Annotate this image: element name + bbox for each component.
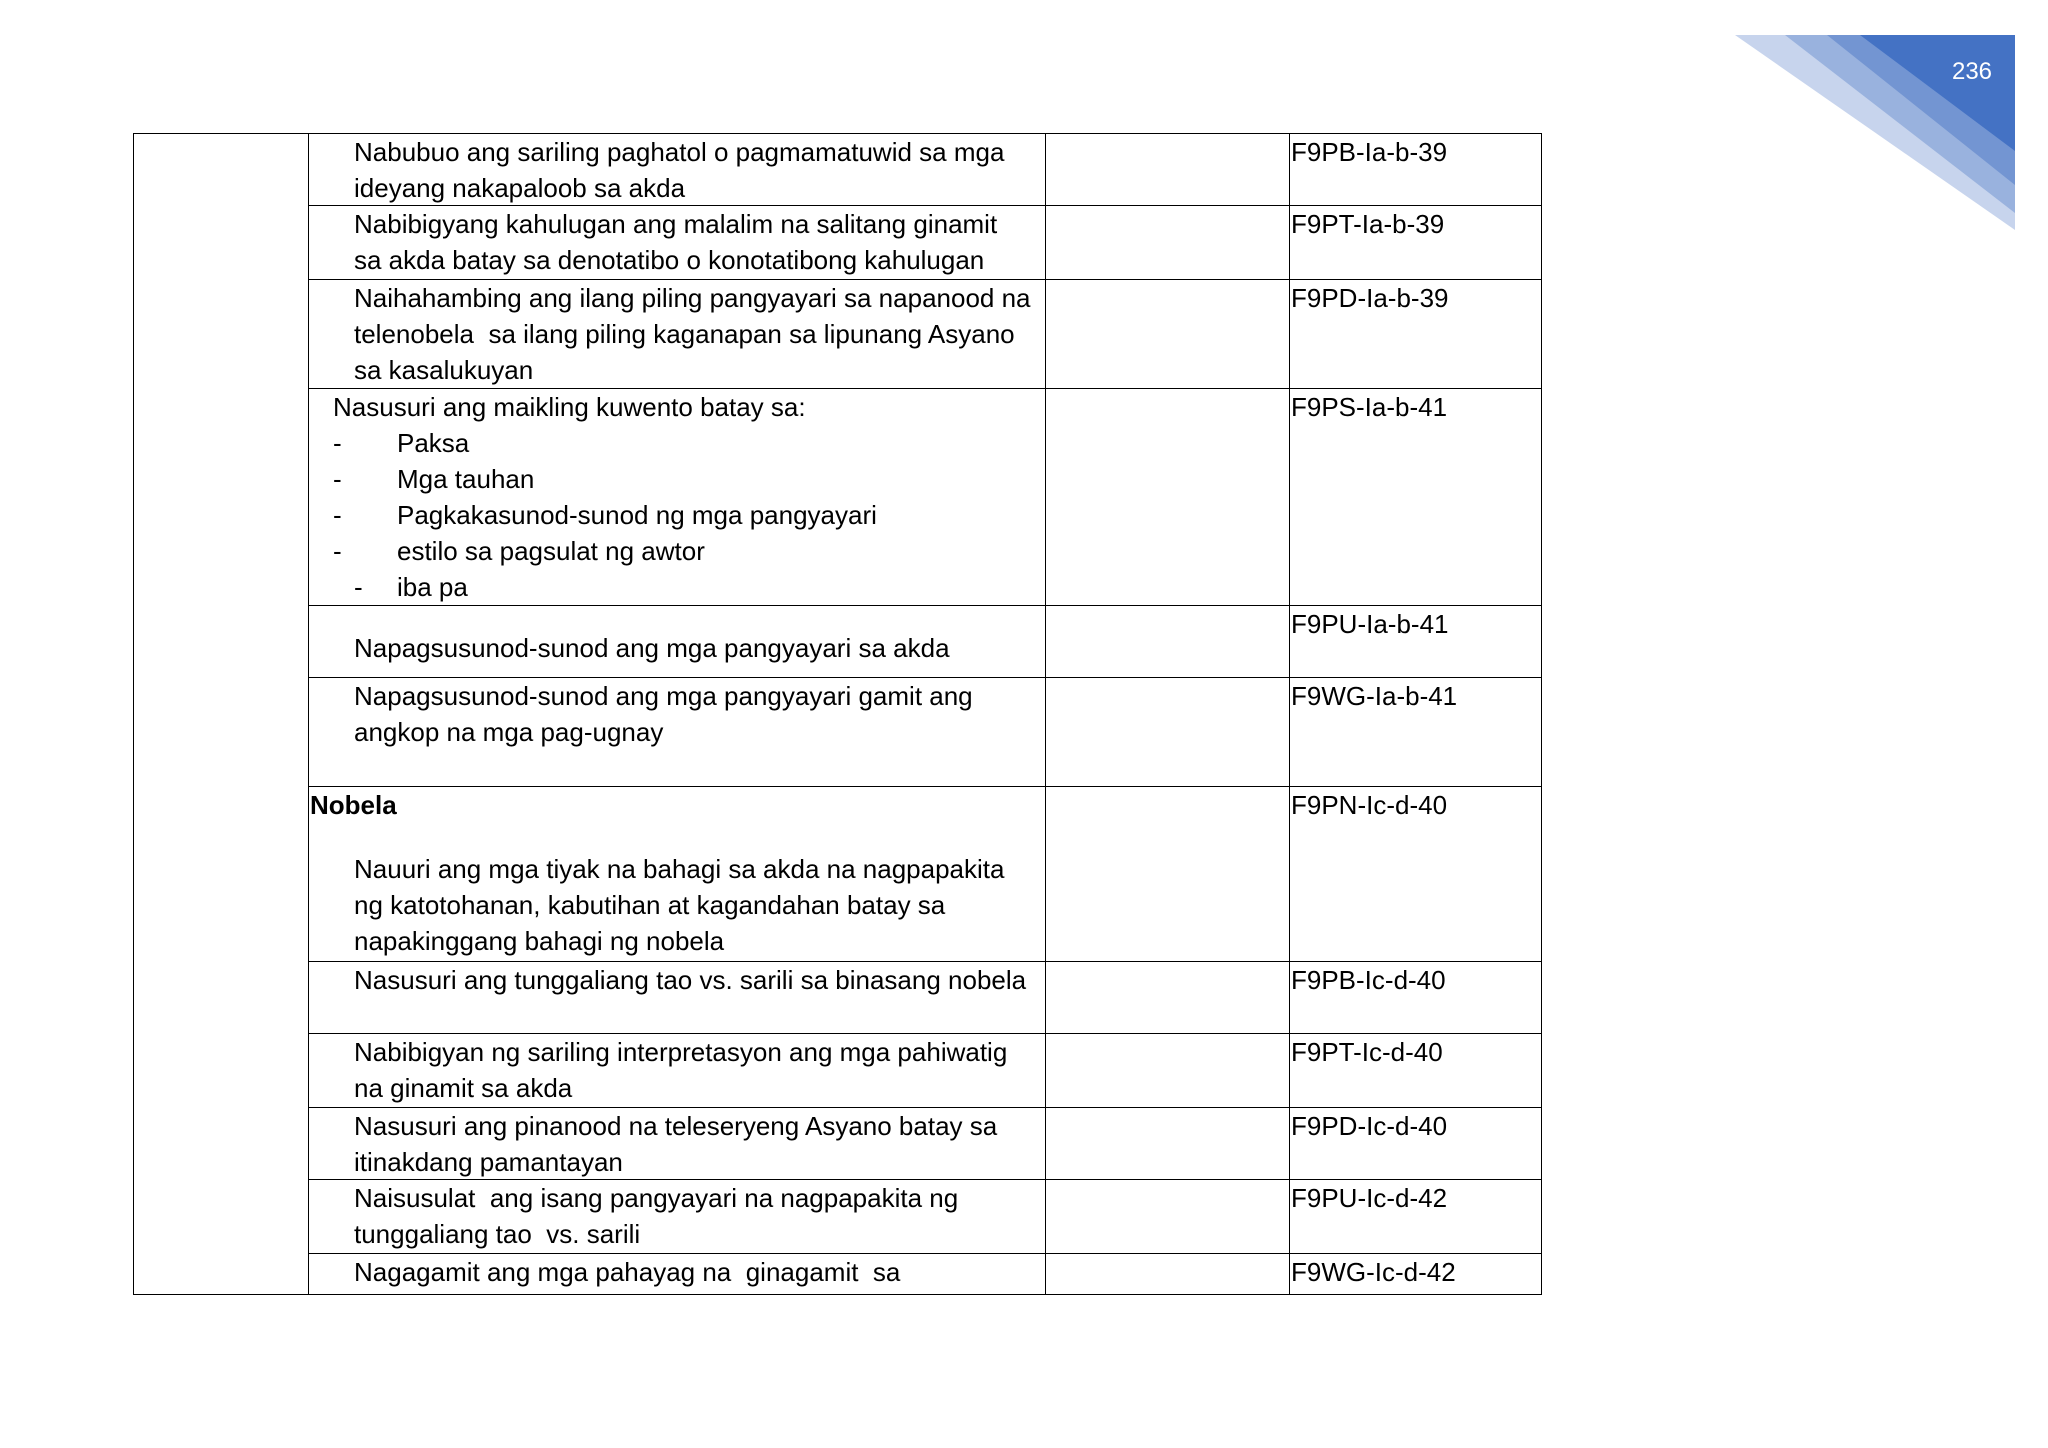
competency-cell bbox=[308, 1254, 1046, 1294]
competency-cell bbox=[308, 389, 1046, 605]
competency-cell bbox=[308, 206, 1046, 279]
competency-cell bbox=[308, 962, 1046, 1033]
competency-code: F9WG-Ia-b-41 bbox=[1291, 681, 1458, 711]
code-cell bbox=[1290, 389, 1541, 605]
competency-line: Nasusuri ang tunggaliang tao vs. sarili sa binasang nobela bbox=[354, 965, 1027, 995]
competency-cell bbox=[308, 1180, 1046, 1253]
list-item-text: Paksa bbox=[397, 428, 470, 458]
table-row bbox=[308, 605, 1542, 677]
list-item-text: iba pa bbox=[397, 572, 468, 602]
table-row bbox=[308, 677, 1542, 786]
table-row bbox=[308, 786, 1542, 961]
table-row bbox=[308, 961, 1542, 1033]
competency-cell bbox=[308, 280, 1046, 388]
competency-cell bbox=[308, 678, 1046, 786]
competency-line: Nabubuo ang sariling paghatol o pagmamatuwid sa mga bbox=[354, 137, 1005, 167]
competency-code: F9PD-Ic-d-40 bbox=[1291, 1111, 1448, 1141]
competency-line: tunggaliang tao vs. sarili bbox=[354, 1219, 641, 1249]
competency-line: Nasusuri ang pinanood na teleseryeng Asyano batay sa bbox=[354, 1111, 998, 1141]
empty-cell bbox=[1046, 678, 1290, 786]
code-cell bbox=[1290, 787, 1541, 961]
competency-line: telenobela sa ilang piling kaganapan sa lipunang Asyano bbox=[354, 319, 1015, 349]
list-item bbox=[333, 569, 1045, 605]
competency-code: F9PN-Ic-d-40 bbox=[1291, 790, 1448, 820]
list-item-text: Pagkakasunod-sunod ng mga pangyayari bbox=[397, 500, 877, 530]
table-row bbox=[308, 1253, 1542, 1295]
competency-line: sa akda batay sa denotatibo o konotatibong kahulugan bbox=[354, 245, 985, 275]
code-cell bbox=[1290, 206, 1541, 279]
table-row bbox=[308, 1033, 1542, 1107]
code-cell bbox=[1290, 962, 1541, 1033]
code-cell bbox=[1290, 1034, 1541, 1107]
competency-cell bbox=[308, 1034, 1046, 1107]
competency-line: Nasusuri ang maikling kuwento batay sa: bbox=[333, 392, 806, 422]
competency-code: F9PU-Ic-d-42 bbox=[1291, 1183, 1448, 1213]
empty-cell bbox=[1046, 1034, 1290, 1107]
competency-code: F9PB-Ia-b-39 bbox=[1291, 137, 1448, 167]
competency-code: F9WG-Ic-d-42 bbox=[1291, 1257, 1456, 1287]
list-item-text: estilo sa pagsulat ng awtor bbox=[397, 536, 705, 566]
competency-line: Naihahambing ang ilang piling pangyayari sa napanood na bbox=[354, 283, 1031, 313]
spacer bbox=[310, 823, 1045, 851]
competency-line: Nabibigyang kahulugan ang malalim na salitang ginamit bbox=[354, 209, 998, 239]
code-cell bbox=[1290, 1254, 1541, 1294]
empty-cell bbox=[1046, 389, 1290, 605]
competency-line: itinakdang pamantayan bbox=[354, 1147, 623, 1177]
competency-line: angkop na mga pag-ugnay bbox=[354, 717, 664, 747]
page-number: 236 bbox=[1951, 58, 1993, 85]
competency-code: F9PT-Ia-b-39 bbox=[1291, 209, 1445, 239]
table-row bbox=[308, 205, 1542, 279]
table-row bbox=[308, 279, 1542, 388]
table-row bbox=[308, 133, 1542, 205]
list-item bbox=[333, 533, 1045, 569]
competency-line: Nabibigyan ng sariling interpretasyon ang mga pahiwatig bbox=[354, 1037, 1008, 1067]
code-cell bbox=[1290, 134, 1541, 205]
table-row bbox=[308, 1107, 1542, 1179]
competency-line: ideyang nakapaloob sa akda bbox=[354, 173, 686, 203]
bullet-dash: - bbox=[333, 428, 342, 458]
competency-lines bbox=[310, 851, 1045, 959]
competency-line: Napagsusunod-sunod ang mga pangyayari sa akda bbox=[354, 633, 950, 663]
empty-cell bbox=[1046, 1180, 1290, 1253]
competency-line: sa kasalukuyan bbox=[354, 355, 534, 385]
competency-code: F9PD-Ia-b-39 bbox=[1291, 283, 1449, 313]
code-cell bbox=[1290, 280, 1541, 388]
competency-code: F9PT-Ic-d-40 bbox=[1291, 1037, 1443, 1067]
competency-line: ng katotohanan, kabutihan at kagandahan batay sa bbox=[354, 890, 946, 920]
list-item bbox=[333, 461, 1045, 497]
empty-cell bbox=[1046, 280, 1290, 388]
section-heading: Nobela bbox=[310, 790, 397, 820]
merged-empty-cell bbox=[133, 133, 309, 1295]
competency-cell bbox=[308, 1108, 1046, 1179]
code-cell bbox=[1290, 606, 1541, 677]
competency-line: napakinggang bahagi ng nobela bbox=[354, 926, 725, 956]
empty-cell bbox=[1046, 962, 1290, 1033]
competency-line: Naisusulat ang isang pangyayari na nagpapakita ng bbox=[354, 1183, 959, 1213]
empty-cell bbox=[1046, 1108, 1290, 1179]
code-cell bbox=[1290, 1180, 1541, 1253]
list-item bbox=[333, 425, 1045, 461]
competency-cell bbox=[308, 134, 1046, 205]
code-cell bbox=[1290, 678, 1541, 786]
competency-line: na ginamit sa akda bbox=[354, 1073, 573, 1103]
competency-line: Nagagamit ang mga pahayag na ginagamit sa bbox=[354, 1257, 901, 1287]
empty-cell bbox=[1046, 606, 1290, 677]
bullet-dash: - bbox=[333, 536, 342, 566]
competency-cell bbox=[308, 787, 1046, 961]
competency-cell bbox=[308, 606, 1046, 677]
table-row bbox=[308, 1179, 1542, 1253]
bullet-dash: - bbox=[354, 572, 363, 602]
competency-line: Napagsusunod-sunod ang mga pangyayari gamit ang bbox=[354, 681, 973, 711]
bullet-dash: - bbox=[333, 464, 342, 494]
competency-code: F9PB-Ic-d-40 bbox=[1291, 965, 1446, 995]
competency-code: F9PU-Ia-b-41 bbox=[1291, 609, 1449, 639]
empty-cell bbox=[1046, 787, 1290, 961]
bullet-dash: - bbox=[333, 500, 342, 530]
empty-cell bbox=[1046, 134, 1290, 205]
empty-cell bbox=[1046, 1254, 1290, 1294]
competency-code: F9PS-Ia-b-41 bbox=[1291, 392, 1448, 422]
curriculum-table bbox=[133, 133, 1542, 1295]
table-row bbox=[308, 388, 1542, 605]
empty-cell bbox=[1046, 206, 1290, 279]
list-item-text: Mga tauhan bbox=[397, 464, 535, 494]
code-cell bbox=[1290, 1108, 1541, 1179]
list-item bbox=[333, 497, 1045, 533]
competency-line: Nauuri ang mga tiyak na bahagi sa akda na nagpapakita bbox=[354, 854, 1005, 884]
